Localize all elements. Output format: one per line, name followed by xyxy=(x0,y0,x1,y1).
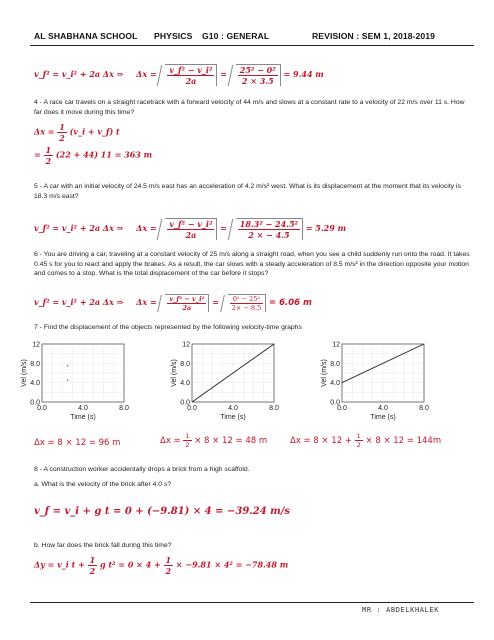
x-tick-label: 8.0 xyxy=(419,405,429,412)
q6-equation: v_f² = v_i² + 2a Δx ⇒ Δx = $\frac{\text{v\_f² − v\_i²}}{2a}$ = $\frac{\text{0² − 25²}}{2\times - 8.5}$ = 6.06 m xyxy=(34,295,312,312)
subject-name: PHYSICS xyxy=(154,31,193,41)
q5-question: 5 - A car with an initial velocity of 24.5 m/s east has an acceleration of 4.2 m/s² west. What is its displacement at the moment that its velocity is 18.3 m/s east? xyxy=(34,183,461,200)
q4-line1-rhs: (v_i + v_f) t xyxy=(69,126,120,137)
q6-eq1: v_f² = v_i² + 2a Δx ⇒ xyxy=(34,297,124,307)
q5-eq1: v_f² = v_i² + 2a Δx ⇒ xyxy=(34,223,124,233)
q8b-question: b. How far does the brick fall during this time? xyxy=(34,542,172,549)
q7-answer-3 xyxy=(290,432,441,449)
y-tick-label: 4.0 xyxy=(30,380,40,388)
q7-answer2-den: 2 xyxy=(185,441,190,449)
q6-num1: v_f² − v_i² xyxy=(169,295,205,303)
q4-line2-den: 2 xyxy=(45,156,52,166)
q7-question: 7 - Find the displacement of the objects represented by the following velocity-time graphs xyxy=(34,324,302,331)
q3-den2: 2 × 3.5 xyxy=(241,76,274,86)
q3-num1: v_f² − v_i² xyxy=(169,65,213,75)
q8a-equation: v_f = v_i + g t = 0 + (−9.81) × 4 = −39.24 m/s xyxy=(34,506,291,517)
q4-question: 4 - A race car travels on a straight racetrack with a forward velocity of 44 m/s and slows at a constant rate to a velocity of 22 m/s over 11 s. How far does it move during this time? xyxy=(34,99,465,116)
q3-sqrt2 xyxy=(236,64,281,86)
footer-author: MR : ABDELKHALEK xyxy=(362,606,440,614)
q7-answer3-lhs: Δx = 8 × 12 + xyxy=(290,436,352,446)
y-tick-label: 0.0 xyxy=(180,399,190,407)
q8-question: 8 - A construction worker accidentally drops a brick from a high scaffold. xyxy=(34,466,250,473)
header-rule xyxy=(30,45,474,46)
q7-answer2-lhs: Δx = xyxy=(160,436,181,446)
q5-den2: 2 × − 4.5 xyxy=(248,230,290,240)
q5-eq-lhs: Δx = xyxy=(136,223,157,233)
q5-num1: v_f² − v_i² xyxy=(169,219,213,229)
grade-label: G10 : GENERAL xyxy=(202,31,270,41)
q8b-lhs: Δy = v_i t + xyxy=(34,559,85,570)
q3-sqrt1 xyxy=(165,64,217,86)
q8b-den1: 2 xyxy=(89,566,96,576)
q8b-num2: 1 xyxy=(165,555,172,565)
q8b-rhs: × −9.81 × 4² = −78.48 m xyxy=(175,559,289,570)
vt-graph-2 xyxy=(171,342,279,422)
q7-answer2-num: 1 xyxy=(185,432,190,440)
y-tick-label: 0.0 xyxy=(30,399,40,407)
q5-equation: v_f² = v_i² + 2a Δx ⇒ Δx = $\frac{\text{v\_f² − v\_i²}}{2a}$ = $\frac{\text{18.3² − 24.5²}}{2 \times - 4.5}$ = 5.29 m xyxy=(34,219,347,240)
q3-equation: v_f² = v_i² + 2a Δx ⇒ Δx = $\frac{\text{v\_f² − v\_i²}}{2a}$ = $\frac{\text{25² − 0²}}{2 \times 3.5}$ = 9.44 m xyxy=(34,65,324,86)
q4-line2 xyxy=(34,145,152,166)
q3-den1: 2a xyxy=(185,76,197,86)
q8a-question: a. What is the velocity of the brick after 4.0 s? xyxy=(34,481,172,488)
q7-answer3-rhs: × 8 × 12 = 144m xyxy=(365,436,442,446)
y-axis-label: Vel (m/s) xyxy=(321,359,328,387)
q6-sqrt1 xyxy=(165,294,209,312)
x-tick-label: 0.0 xyxy=(187,405,197,412)
q8b-mid: g t² = 0 × 4 + xyxy=(99,559,161,570)
q4-line1-lhs: Δx = xyxy=(34,126,55,137)
x-tick-label: 8.0 xyxy=(269,405,279,412)
data-point xyxy=(67,365,69,367)
q6-den2: 2× − 8.5 xyxy=(231,304,262,312)
y-tick-label: 12 xyxy=(32,341,40,349)
x-axis-label: Time (s) xyxy=(220,414,246,421)
q6-result: = 6.06 m xyxy=(269,298,312,308)
data-point xyxy=(67,379,69,381)
q7-answer2-rhs: × 8 × 12 = 48 m xyxy=(194,436,268,446)
vt-graph-3 xyxy=(321,342,429,422)
x-tick-label: 8.0 xyxy=(119,405,129,412)
q7-answer3-den: 2 xyxy=(356,441,361,449)
y-tick-label: 8.0 xyxy=(330,360,340,368)
q8b-den2: 2 xyxy=(165,566,172,576)
q4-line2-lhs: = xyxy=(34,149,41,160)
y-tick-label: 4.0 xyxy=(180,380,190,388)
y-axis-label: Vel (m/s) xyxy=(21,359,28,387)
q6-sqrt2 xyxy=(228,294,267,312)
x-axis-label: Time (s) xyxy=(370,414,396,421)
q6-den1: 2a xyxy=(182,304,192,312)
q3-result: = 9.44 m xyxy=(283,69,324,79)
y-tick-label: 12 xyxy=(182,341,190,349)
q8b-num1: 1 xyxy=(89,555,96,565)
y-tick-label: 12 xyxy=(332,341,340,349)
q5-sqrt2 xyxy=(236,218,303,240)
q8b-equation xyxy=(34,555,288,576)
school-name: AL SHABHANA SCHOOL xyxy=(34,31,138,41)
q5-den1: 2a xyxy=(185,230,197,240)
q4-line2-rhs: (22 + 44) 11 = 363 m xyxy=(55,149,153,160)
q4-line2-num: 1 xyxy=(45,145,52,155)
q7-answer-1: Δx = 8 × 12 = 96 m xyxy=(34,438,121,448)
q3-eq-lhs: Δx = xyxy=(136,69,157,79)
q3-eq1: v_f² = v_i² + 2a Δx ⇒ xyxy=(34,69,124,79)
q4-line1 xyxy=(34,122,120,143)
q5-sqrt1 xyxy=(165,218,217,240)
x-tick-label: 4.0 xyxy=(378,405,388,412)
x-tick-label: 0.0 xyxy=(337,405,347,412)
q5-result: = 5.29 m xyxy=(305,223,347,233)
q7-answer-2 xyxy=(160,432,267,449)
revision-label: REVISION : SEM 1, 2018-2019 xyxy=(312,31,436,41)
x-tick-label: 4.0 xyxy=(228,405,238,412)
y-axis-label: Vel (m/s) xyxy=(171,359,178,387)
q6-num2: 0² − 25² xyxy=(230,295,264,304)
q3-num2: 25² − 0² xyxy=(239,65,276,75)
q4-line1-den: 2 xyxy=(59,133,65,143)
x-tick-label: 4.0 xyxy=(78,405,88,412)
footer-rule xyxy=(30,602,474,603)
q6-question: 6 - You are driving a car, traveling at a constant velocity of 25 m/s along a straight road, when you see a child suddenly run onto the road. It takes 0.45 s for you to react and apply the brakes. As a result, the car slows with a steady acceleration of 8.5 m/s² in the direction opposite your motion and comes to a stop. What is the total displacement of the car before it stops? xyxy=(34,251,470,278)
q6-eq-lhs: Δx = xyxy=(136,297,157,307)
vt-graphs xyxy=(20,338,480,430)
q7-answer3-num: 1 xyxy=(356,432,361,440)
x-axis-label: Time (s) xyxy=(70,414,96,421)
y-tick-label: 8.0 xyxy=(30,360,40,368)
q5-num2: 18.3² − 24.5² xyxy=(239,219,299,229)
y-tick-label: 0.0 xyxy=(330,399,340,407)
vt-graph-1 xyxy=(21,342,129,422)
x-tick-label: 0.0 xyxy=(37,405,47,412)
q4-line1-num: 1 xyxy=(59,122,65,132)
y-tick-label: 4.0 xyxy=(330,380,340,388)
y-tick-label: 8.0 xyxy=(180,360,190,368)
